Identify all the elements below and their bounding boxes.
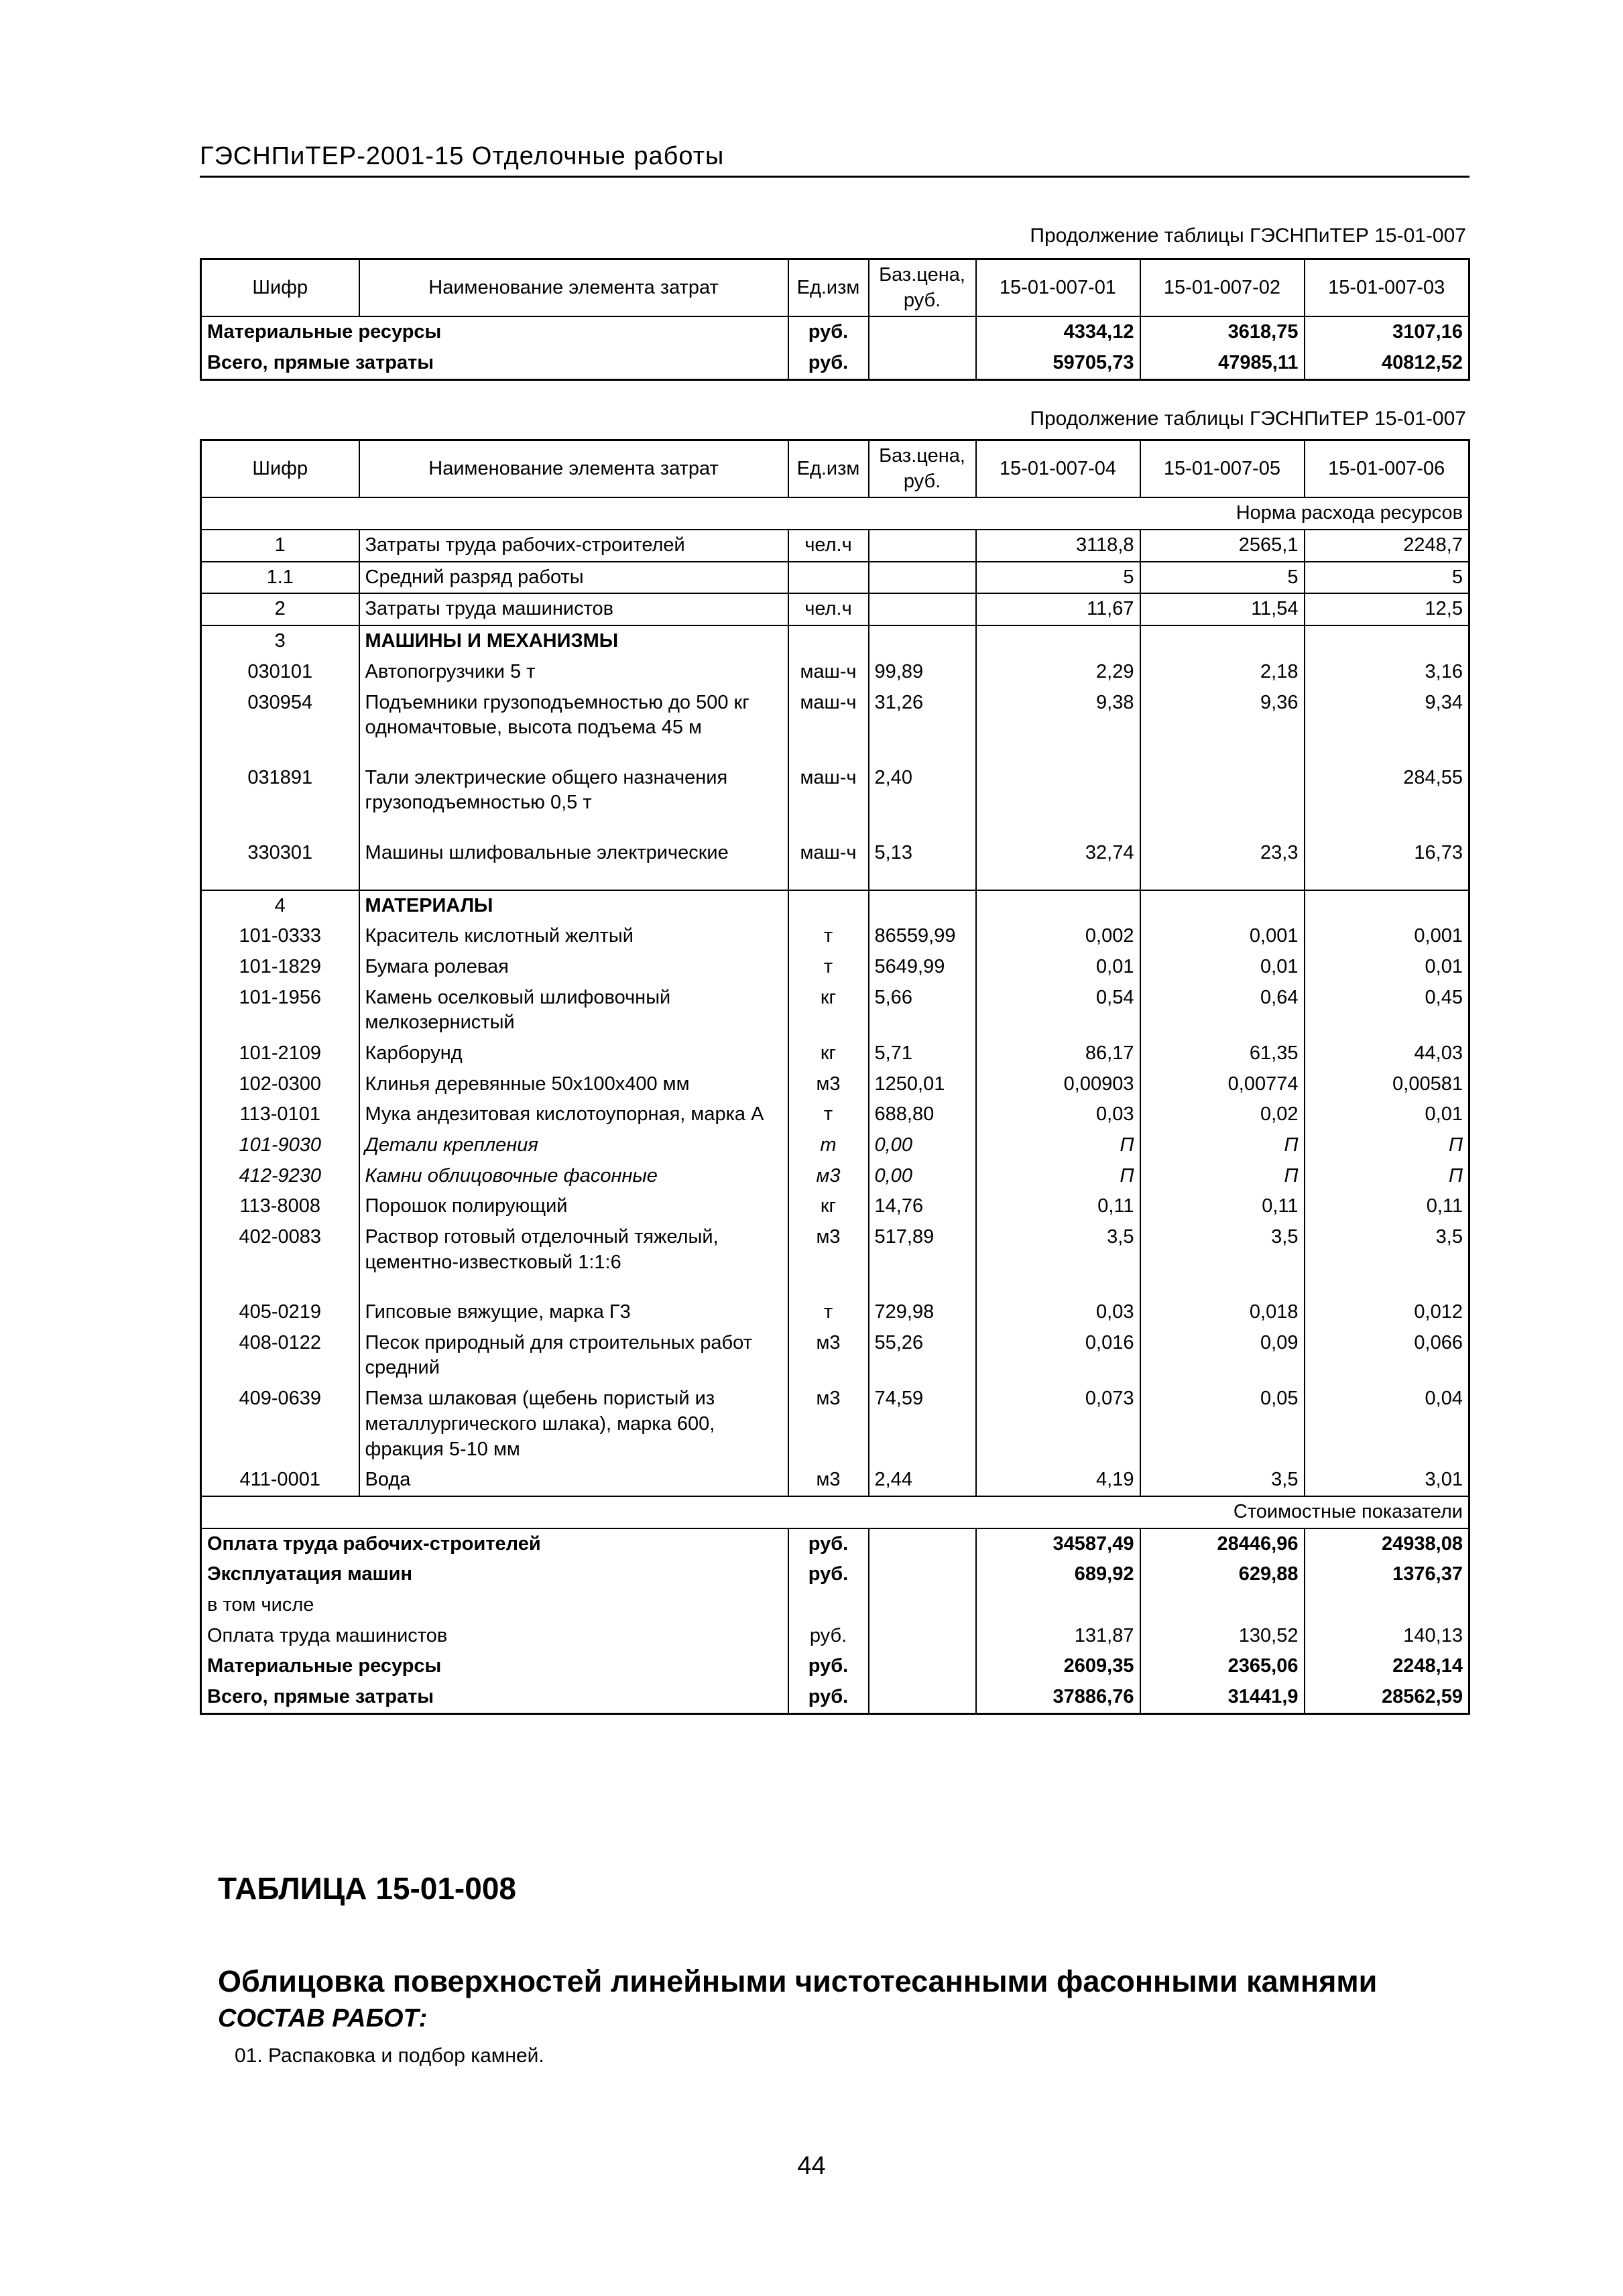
value-cell: 0,11 bbox=[976, 1191, 1140, 1222]
name-cell: Машины шлифовальные электрические bbox=[359, 838, 788, 890]
value-cell: 0,018 bbox=[1140, 1297, 1305, 1328]
value-cell: 3107,16 bbox=[1305, 316, 1469, 348]
unit-cell: т bbox=[788, 1099, 869, 1130]
value-cell bbox=[1305, 1590, 1469, 1621]
code-cell: 102-0300 bbox=[201, 1069, 359, 1100]
value-cell: 40812,52 bbox=[1305, 348, 1469, 379]
table-row bbox=[201, 688, 1469, 763]
value-cell: 47985,11 bbox=[1140, 348, 1305, 379]
cost-row-label: Всего, прямые затраты bbox=[201, 1682, 788, 1713]
cost-row-label: Оплата труда машинистов bbox=[201, 1621, 788, 1652]
value-cell: 11,67 bbox=[976, 593, 1140, 625]
value-cell: 3,5 bbox=[1305, 1222, 1469, 1297]
base-price-cell: 0,00 bbox=[869, 1130, 976, 1161]
value-cell bbox=[1305, 625, 1469, 657]
name-cell: Карборунд bbox=[359, 1038, 788, 1069]
code-cell: 030101 bbox=[201, 657, 359, 688]
value-cell: 9,38 bbox=[976, 688, 1140, 763]
name-cell: Краситель кислотный желтый bbox=[359, 921, 788, 952]
unit-cell: кг bbox=[788, 1191, 869, 1222]
value-cell: 9,36 bbox=[1140, 688, 1305, 763]
table-row bbox=[201, 530, 1469, 562]
base-price-cell: 5,66 bbox=[869, 983, 976, 1038]
name-cell: Камень оселковый шлифовочный мелкозернистый bbox=[359, 983, 788, 1038]
value-cell: 44,03 bbox=[1305, 1038, 1469, 1069]
col-header-15-01-007-06: 15-01-007-06 bbox=[1305, 440, 1469, 498]
value-cell: 0,05 bbox=[1140, 1384, 1305, 1465]
cost-row bbox=[201, 1528, 1469, 1560]
value-cell: 2248,14 bbox=[1305, 1651, 1469, 1682]
value-cell: 0,00581 bbox=[1305, 1069, 1469, 1100]
value-cell bbox=[976, 1590, 1140, 1621]
unit-cell: руб. bbox=[788, 348, 869, 379]
value-cell: 0,01 bbox=[1305, 952, 1469, 983]
value-cell: 2,18 bbox=[1140, 657, 1305, 688]
name-cell: Вода bbox=[359, 1465, 788, 1496]
value-cell: 0,01 bbox=[1305, 1099, 1469, 1130]
value-cell: 3618,75 bbox=[1140, 316, 1305, 348]
value-cell: 37886,76 bbox=[976, 1682, 1140, 1713]
unit-cell: маш-ч bbox=[788, 688, 869, 763]
col-header-15-01-007-04: 15-01-007-04 bbox=[976, 440, 1140, 498]
value-cell bbox=[976, 763, 1140, 838]
table1 bbox=[200, 258, 1470, 381]
value-cell: 131,87 bbox=[976, 1621, 1140, 1652]
value-cell: 0,073 bbox=[976, 1384, 1140, 1465]
name-cell: Затраты труда машинистов bbox=[359, 593, 788, 625]
code-cell: 101-1956 bbox=[201, 983, 359, 1038]
code-cell: 1 bbox=[201, 530, 359, 562]
unit-cell: руб. bbox=[788, 1682, 869, 1713]
code-cell: 3 bbox=[201, 625, 359, 657]
base-price-cell: 1250,01 bbox=[869, 1069, 976, 1100]
unit-cell: т bbox=[788, 921, 869, 952]
code-cell: 1.1 bbox=[201, 562, 359, 594]
col-header-base-price: Баз.цена, руб. bbox=[869, 440, 976, 498]
table-row bbox=[201, 890, 1469, 922]
value-cell: П bbox=[1140, 1161, 1305, 1192]
table1-continuation-label: Продолжение таблицы ГЭСНПиТЕР 15-01-007 bbox=[1030, 225, 1466, 247]
unit-cell: м3 bbox=[788, 1465, 869, 1496]
base-price-cell: 2,40 bbox=[869, 763, 976, 838]
table-row bbox=[201, 1328, 1469, 1384]
value-cell bbox=[976, 625, 1140, 657]
value-cell: 0,002 bbox=[976, 921, 1140, 952]
base-price-cell: 5649,99 bbox=[869, 952, 976, 983]
value-cell: 0,012 bbox=[1305, 1297, 1469, 1328]
header-divider bbox=[200, 176, 1469, 178]
unit-cell: руб. bbox=[788, 1651, 869, 1682]
base-price-cell bbox=[869, 625, 976, 657]
table-row bbox=[201, 1130, 1469, 1161]
unit-cell: руб. bbox=[788, 316, 869, 348]
name-cell: Пемза шлаковая (щебень пористый из металлургического шлака), марка 600, фракция 5-10 мм bbox=[359, 1384, 788, 1465]
table-row bbox=[201, 316, 1469, 348]
value-cell: 0,02 bbox=[1140, 1099, 1305, 1130]
name-cell: Средний разряд работы bbox=[359, 562, 788, 594]
value-cell: 5 bbox=[1140, 562, 1305, 594]
table-row bbox=[201, 657, 1469, 688]
code-cell: 2 bbox=[201, 593, 359, 625]
base-price-cell: 55,26 bbox=[869, 1328, 976, 1384]
composition-item: 01. Распаковка и подбор камней. bbox=[235, 2045, 544, 2067]
value-cell: 23,3 bbox=[1140, 838, 1305, 890]
unit-cell: т bbox=[788, 1130, 869, 1161]
value-cell bbox=[1305, 890, 1469, 922]
table-row bbox=[201, 952, 1469, 983]
name-cell: Бумага ролевая bbox=[359, 952, 788, 983]
value-cell: 2609,35 bbox=[976, 1651, 1140, 1682]
base-price-cell: 729,98 bbox=[869, 1297, 976, 1328]
col-header-base-price: Баз.цена, руб. bbox=[869, 259, 976, 317]
name-cell: МАШИНЫ И МЕХАНИЗМЫ bbox=[359, 625, 788, 657]
cost-row-label: Оплата труда рабочих-строителей bbox=[201, 1528, 788, 1560]
base-price-cell bbox=[869, 1682, 976, 1713]
value-cell: П bbox=[1305, 1161, 1469, 1192]
cost-row bbox=[201, 1682, 1469, 1713]
value-cell: 0,001 bbox=[1140, 921, 1305, 952]
value-cell: 3,5 bbox=[1140, 1222, 1305, 1297]
table-row bbox=[201, 983, 1469, 1038]
col-header-name: Наименование элемента затрат bbox=[359, 259, 788, 317]
code-cell: 101-0333 bbox=[201, 921, 359, 952]
value-cell: 0,11 bbox=[1305, 1191, 1469, 1222]
unit-cell bbox=[788, 625, 869, 657]
value-cell: П bbox=[976, 1130, 1140, 1161]
value-cell: 31441,9 bbox=[1140, 1682, 1305, 1713]
value-cell: 3,01 bbox=[1305, 1465, 1469, 1496]
cost-label: Стоимостные показатели bbox=[201, 1496, 1469, 1528]
unit-cell: кг bbox=[788, 983, 869, 1038]
unit-cell: руб. bbox=[788, 1621, 869, 1652]
value-cell: 0,09 bbox=[1140, 1328, 1305, 1384]
value-cell: 12,5 bbox=[1305, 593, 1469, 625]
value-cell: 5 bbox=[976, 562, 1140, 594]
value-cell: П bbox=[1305, 1130, 1469, 1161]
cost-row bbox=[201, 1559, 1469, 1590]
base-price-cell bbox=[869, 530, 976, 562]
value-cell bbox=[1140, 625, 1305, 657]
value-cell: 0,11 bbox=[1140, 1191, 1305, 1222]
base-price-cell: 2,44 bbox=[869, 1465, 976, 1496]
value-cell: 140,13 bbox=[1305, 1621, 1469, 1652]
table-row bbox=[201, 1297, 1469, 1328]
unit-cell: м3 bbox=[788, 1069, 869, 1100]
value-cell: 284,55 bbox=[1305, 763, 1469, 838]
table2 bbox=[200, 439, 1470, 1715]
value-cell: 3,5 bbox=[976, 1222, 1140, 1297]
value-cell: 629,88 bbox=[1140, 1559, 1305, 1590]
unit-cell bbox=[788, 1590, 869, 1621]
unit-cell: т bbox=[788, 952, 869, 983]
value-cell: 86,17 bbox=[976, 1038, 1140, 1069]
base-price-cell: 31,26 bbox=[869, 688, 976, 763]
cost-row bbox=[201, 1621, 1469, 1652]
value-cell: 61,35 bbox=[1140, 1038, 1305, 1069]
name-cell: Гипсовые вяжущие, марка Г3 bbox=[359, 1297, 788, 1328]
table-row bbox=[201, 1384, 1469, 1465]
col-header-name: Наименование элемента затрат bbox=[359, 440, 788, 498]
table-row bbox=[201, 562, 1469, 594]
value-cell: 2248,7 bbox=[1305, 530, 1469, 562]
row-label: Всего, прямые затраты bbox=[201, 348, 788, 379]
value-cell: 0,45 bbox=[1305, 983, 1469, 1038]
code-cell: 330301 bbox=[201, 838, 359, 890]
value-cell: 9,34 bbox=[1305, 688, 1469, 763]
norm-label-row bbox=[201, 497, 1469, 530]
base-price-cell bbox=[869, 1528, 976, 1560]
col-header-15-01-007-02: 15-01-007-02 bbox=[1140, 259, 1305, 317]
base-price-cell: 99,89 bbox=[869, 657, 976, 688]
table-row bbox=[201, 1099, 1469, 1130]
value-cell: 4334,12 bbox=[976, 316, 1140, 348]
cost-row-label: Эксплуатация машин bbox=[201, 1559, 788, 1590]
base-price-cell bbox=[869, 1651, 976, 1682]
norm-label: Норма расхода ресурсов bbox=[201, 497, 1469, 530]
code-cell: 101-1829 bbox=[201, 952, 359, 983]
cost-row bbox=[201, 1651, 1469, 1682]
code-cell: 4 bbox=[201, 890, 359, 922]
value-cell: 2565,1 bbox=[1140, 530, 1305, 562]
value-cell: 1376,37 bbox=[1305, 1559, 1469, 1590]
value-cell: 2365,06 bbox=[1140, 1651, 1305, 1682]
col-header-unit: Ед.изм bbox=[788, 259, 869, 317]
code-cell: 412-9230 bbox=[201, 1161, 359, 1192]
value-cell: 3,5 bbox=[1140, 1465, 1305, 1496]
name-cell: Детали крепления bbox=[359, 1130, 788, 1161]
value-cell: 0,03 bbox=[976, 1099, 1140, 1130]
next-table-title: Облицовка поверхностей линейными чистотесанными фасонными камнями bbox=[218, 1964, 1378, 1998]
code-cell: 101-9030 bbox=[201, 1130, 359, 1161]
table-row bbox=[201, 838, 1469, 890]
table-row bbox=[201, 348, 1469, 379]
unit-cell: чел.ч bbox=[788, 593, 869, 625]
unit-cell: чел.ч bbox=[788, 530, 869, 562]
base-price-cell bbox=[869, 316, 976, 348]
code-cell: 113-8008 bbox=[201, 1191, 359, 1222]
unit-cell bbox=[788, 890, 869, 922]
name-cell: Раствор готовый отделочный тяжелый, цементно-известковый 1:1:6 bbox=[359, 1222, 788, 1297]
value-cell: 0,00903 bbox=[976, 1069, 1140, 1100]
col-header-15-01-007-05: 15-01-007-05 bbox=[1140, 440, 1305, 498]
name-cell: Тали электрические общего назначения грузоподъемностью 0,5 т bbox=[359, 763, 788, 838]
value-cell: 3,16 bbox=[1305, 657, 1469, 688]
value-cell bbox=[1140, 1590, 1305, 1621]
unit-cell bbox=[788, 562, 869, 594]
value-cell: 24938,08 bbox=[1305, 1528, 1469, 1560]
code-cell: 409-0639 bbox=[201, 1384, 359, 1465]
table-row bbox=[201, 1038, 1469, 1069]
base-price-cell bbox=[869, 1590, 976, 1621]
base-price-cell: 688,80 bbox=[869, 1099, 976, 1130]
table-row bbox=[201, 1161, 1469, 1192]
value-cell: 130,52 bbox=[1140, 1621, 1305, 1652]
unit-cell: м3 bbox=[788, 1222, 869, 1297]
col-header-code: Шифр bbox=[201, 259, 359, 317]
composition-heading: СОСТАВ РАБОТ: bbox=[218, 2004, 428, 2033]
col-header-code: Шифр bbox=[201, 440, 359, 498]
table-row bbox=[201, 1069, 1469, 1100]
base-price-cell bbox=[869, 562, 976, 594]
row-label: Материальные ресурсы bbox=[201, 316, 788, 348]
name-cell: Порошок полирующий bbox=[359, 1191, 788, 1222]
table-row bbox=[201, 593, 1469, 625]
cost-row-label: в том числе bbox=[201, 1590, 788, 1621]
code-cell: 031891 bbox=[201, 763, 359, 838]
name-cell: Автопогрузчики 5 т bbox=[359, 657, 788, 688]
value-cell: 0,01 bbox=[1140, 952, 1305, 983]
base-price-cell: 86559,99 bbox=[869, 921, 976, 952]
base-price-cell bbox=[869, 1559, 976, 1590]
name-cell: Затраты труда рабочих-строителей bbox=[359, 530, 788, 562]
base-price-cell: 74,59 bbox=[869, 1384, 976, 1465]
code-cell: 101-2109 bbox=[201, 1038, 359, 1069]
value-cell: 0,01 bbox=[976, 952, 1140, 983]
base-price-cell: 0,00 bbox=[869, 1161, 976, 1192]
base-price-cell: 14,76 bbox=[869, 1191, 976, 1222]
name-cell: Подъемники грузоподъемностью до 500 кг одномачтовые, высота подъема 45 м bbox=[359, 688, 788, 763]
value-cell bbox=[976, 890, 1140, 922]
unit-cell: маш-ч bbox=[788, 763, 869, 838]
base-price-cell: 517,89 bbox=[869, 1222, 976, 1297]
value-cell: П bbox=[976, 1161, 1140, 1192]
table-row bbox=[201, 1191, 1469, 1222]
table-row bbox=[201, 625, 1469, 657]
value-cell: П bbox=[1140, 1130, 1305, 1161]
unit-cell: м3 bbox=[788, 1161, 869, 1192]
unit-cell: кг bbox=[788, 1038, 869, 1069]
value-cell: 0,54 bbox=[976, 983, 1140, 1038]
name-cell: МАТЕРИАЛЫ bbox=[359, 890, 788, 922]
unit-cell: руб. bbox=[788, 1559, 869, 1590]
value-cell: 34587,49 bbox=[976, 1528, 1140, 1560]
value-cell: 4,19 bbox=[976, 1465, 1140, 1496]
base-price-cell bbox=[869, 890, 976, 922]
table2-continuation-label: Продолжение таблицы ГЭСНПиТЕР 15-01-007 bbox=[1030, 408, 1466, 430]
name-cell: Камни облицовочные фасонные bbox=[359, 1161, 788, 1192]
value-cell: 28446,96 bbox=[1140, 1528, 1305, 1560]
value-cell bbox=[1140, 763, 1305, 838]
value-cell: 0,64 bbox=[1140, 983, 1305, 1038]
value-cell: 0,00774 bbox=[1140, 1069, 1305, 1100]
value-cell: 0,04 bbox=[1305, 1384, 1469, 1465]
unit-cell: т bbox=[788, 1297, 869, 1328]
page-number: 44 bbox=[797, 2152, 826, 2180]
value-cell: 5 bbox=[1305, 562, 1469, 594]
code-cell: 408-0122 bbox=[201, 1328, 359, 1384]
base-price-cell bbox=[869, 1621, 976, 1652]
code-cell: 113-0101 bbox=[201, 1099, 359, 1130]
value-cell: 59705,73 bbox=[976, 348, 1140, 379]
value-cell: 0,03 bbox=[976, 1297, 1140, 1328]
base-price-cell bbox=[869, 348, 976, 379]
value-cell: 16,73 bbox=[1305, 838, 1469, 890]
page-header: ГЭСНПиТЕР-2001-15 Отделочные работы bbox=[200, 142, 725, 170]
value-cell: 28562,59 bbox=[1305, 1682, 1469, 1713]
cost-row-label: Материальные ресурсы bbox=[201, 1651, 788, 1682]
name-cell: Мука андезитовая кислотоупорная, марка А bbox=[359, 1099, 788, 1130]
name-cell: Песок природный для строительных работ средний bbox=[359, 1328, 788, 1384]
base-price-cell bbox=[869, 593, 976, 625]
table-row bbox=[201, 921, 1469, 952]
unit-cell: м3 bbox=[788, 1384, 869, 1465]
value-cell: 3118,8 bbox=[976, 530, 1140, 562]
value-cell: 0,066 bbox=[1305, 1328, 1469, 1384]
cost-label-row bbox=[201, 1496, 1469, 1528]
unit-cell: маш-ч bbox=[788, 838, 869, 890]
value-cell: 11,54 bbox=[1140, 593, 1305, 625]
next-table-id: ТАБЛИЦА 15-01-008 bbox=[218, 1871, 516, 1906]
cost-row bbox=[201, 1590, 1469, 1621]
unit-cell: м3 bbox=[788, 1328, 869, 1384]
table-row bbox=[201, 763, 1469, 838]
value-cell bbox=[1140, 890, 1305, 922]
col-header-15-01-007-03: 15-01-007-03 bbox=[1305, 259, 1469, 317]
value-cell: 689,92 bbox=[976, 1559, 1140, 1590]
code-cell: 411-0001 bbox=[201, 1465, 359, 1496]
value-cell: 2,29 bbox=[976, 657, 1140, 688]
table-row bbox=[201, 1222, 1469, 1297]
name-cell: Клинья деревянные 50х100х400 мм bbox=[359, 1069, 788, 1100]
code-cell: 402-0083 bbox=[201, 1222, 359, 1297]
unit-cell: руб. bbox=[788, 1528, 869, 1560]
col-header-15-01-007-01: 15-01-007-01 bbox=[976, 259, 1140, 317]
unit-cell: маш-ч bbox=[788, 657, 869, 688]
value-cell: 0,001 bbox=[1305, 921, 1469, 952]
code-cell: 030954 bbox=[201, 688, 359, 763]
base-price-cell: 5,71 bbox=[869, 1038, 976, 1069]
value-cell: 0,016 bbox=[976, 1328, 1140, 1384]
table-row bbox=[201, 1465, 1469, 1496]
value-cell: 32,74 bbox=[976, 838, 1140, 890]
col-header-unit: Ед.изм bbox=[788, 440, 869, 498]
code-cell: 405-0219 bbox=[201, 1297, 359, 1328]
base-price-cell: 5,13 bbox=[869, 838, 976, 890]
